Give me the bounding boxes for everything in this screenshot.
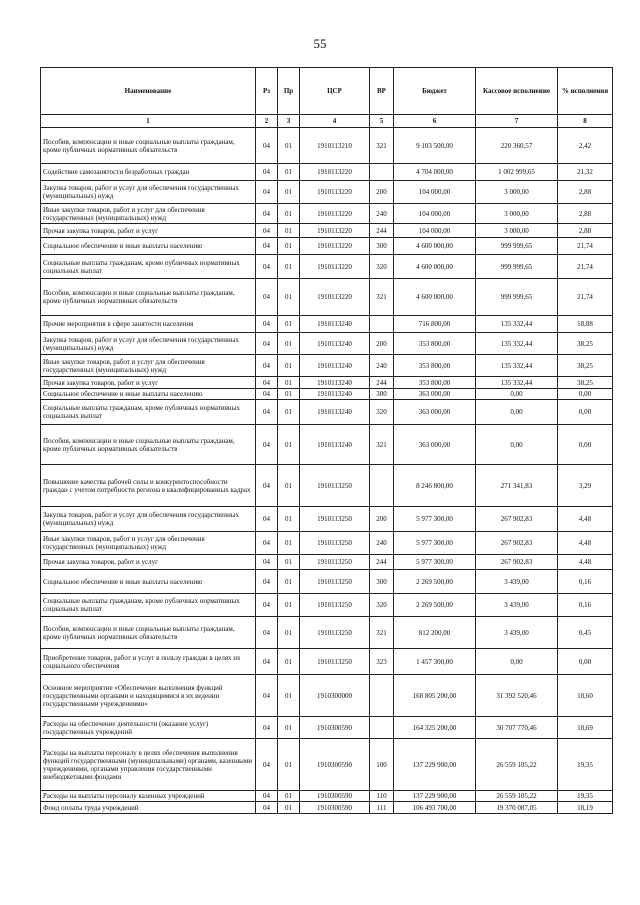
cell-pr: 01 xyxy=(278,532,300,555)
cell-rz: 04 xyxy=(256,128,278,164)
cell-pct: 0,00 xyxy=(558,389,613,400)
cell-budget: 9 103 500,00 xyxy=(394,128,476,164)
col-number: 4 xyxy=(300,115,370,128)
cell-rz: 04 xyxy=(256,425,278,465)
table-row xyxy=(41,739,613,791)
cell-pr: 01 xyxy=(278,791,300,802)
cell-pr: 01 xyxy=(278,617,300,649)
cell-pct: 18,60 xyxy=(558,675,613,717)
cell-rz: 04 xyxy=(256,164,278,181)
cell-csr: 1910113220 xyxy=(300,279,370,316)
cell-vr: 321 xyxy=(370,128,394,164)
cell-budget: 4 600 000,00 xyxy=(394,255,476,279)
table-row xyxy=(41,224,613,238)
cell-pr: 01 xyxy=(278,238,300,255)
cell-pr: 01 xyxy=(278,128,300,164)
cell-vr: 320 xyxy=(370,255,394,279)
cell-vr: 111 xyxy=(370,802,394,814)
cell-vr: 244 xyxy=(370,377,394,389)
cell-cash: 3 439,00 xyxy=(476,594,558,617)
cell-name: Закупка товаров, работ и услуг для обеспечения государственных (муниципальных) нужд xyxy=(41,333,256,355)
cell-budget: 137 229 900,00 xyxy=(394,739,476,791)
cell-budget: 4 600 000,00 xyxy=(394,238,476,255)
cell-cash: 3 439,00 xyxy=(476,617,558,649)
cell-cash: 3 439,00 xyxy=(476,570,558,594)
cell-pct: 0,16 xyxy=(558,594,613,617)
cell-vr: 321 xyxy=(370,279,394,316)
cell-budget: 4 704 000,00 xyxy=(394,164,476,181)
cell-pct: 21,74 xyxy=(558,238,613,255)
cell-name: Пособия, компенсации и иные социальные выплаты гражданам, кроме публичных нормативных обязательств xyxy=(41,425,256,465)
cell-pr: 01 xyxy=(278,717,300,739)
cell-cash: 30 707 770,46 xyxy=(476,717,558,739)
cell-vr: 321 xyxy=(370,617,394,649)
cell-pr: 01 xyxy=(278,507,300,532)
table-row xyxy=(41,377,613,389)
cell-pr: 01 xyxy=(278,425,300,465)
cell-pct: 2,88 xyxy=(558,224,613,238)
cell-pr: 01 xyxy=(278,675,300,717)
cell-pct: 2,88 xyxy=(558,181,613,204)
cell-name: Прочая закупка товаров, работ и услуг xyxy=(41,224,256,238)
cell-rz: 04 xyxy=(256,675,278,717)
table-row xyxy=(41,316,613,333)
table-row xyxy=(41,204,613,224)
cell-rz: 04 xyxy=(256,224,278,238)
table-row xyxy=(41,791,613,802)
cell-pr: 01 xyxy=(278,355,300,377)
cell-cash: 1 002 999,65 xyxy=(476,164,558,181)
cell-pr: 01 xyxy=(278,204,300,224)
cell-csr: 1910300590 xyxy=(300,717,370,739)
cell-pr: 01 xyxy=(278,377,300,389)
cell-budget: 2 269 500,00 xyxy=(394,570,476,594)
cell-rz: 04 xyxy=(256,532,278,555)
table-row xyxy=(41,555,613,570)
table-row xyxy=(41,532,613,555)
cell-budget: 104 000,00 xyxy=(394,204,476,224)
cell-pr: 01 xyxy=(278,465,300,507)
cell-vr xyxy=(370,316,394,333)
cell-pct: 4,48 xyxy=(558,532,613,555)
cell-cash: 267 902,83 xyxy=(476,507,558,532)
cell-rz: 04 xyxy=(256,255,278,279)
cell-budget: 716 800,00 xyxy=(394,316,476,333)
cell-budget: 353 800,00 xyxy=(394,355,476,377)
cell-name: Социальное обеспечение и иные выплаты населению xyxy=(41,570,256,594)
cell-name: Приобретение товаров, работ и услуг в пользу граждан в целях их социального обеспечения xyxy=(41,649,256,675)
cell-budget: 104 000,00 xyxy=(394,181,476,204)
col-header-budget: Бюджет xyxy=(394,68,476,115)
cell-pr: 01 xyxy=(278,649,300,675)
cell-cash: 19 370 087,05 xyxy=(476,802,558,814)
table-row xyxy=(41,400,613,425)
col-number: 3 xyxy=(278,115,300,128)
cell-cash: 135 332,44 xyxy=(476,355,558,377)
table-header-row xyxy=(41,68,613,115)
col-header-name: Наименование xyxy=(41,68,256,115)
cell-vr: 200 xyxy=(370,507,394,532)
cell-rz: 04 xyxy=(256,739,278,791)
cell-rz: 04 xyxy=(256,791,278,802)
col-header-pct: % исполнения xyxy=(558,68,613,115)
cell-name: Пособия, компенсации и иные социальные выплаты гражданам, кроме публичных нормативных обязательств xyxy=(41,617,256,649)
cell-cash: 3 000,00 xyxy=(476,224,558,238)
cell-rz: 04 xyxy=(256,389,278,400)
cell-vr: 110 xyxy=(370,791,394,802)
cell-pr: 01 xyxy=(278,400,300,425)
cell-pr: 01 xyxy=(278,739,300,791)
cell-pct: 18,69 xyxy=(558,717,613,739)
cell-csr: 1910113240 xyxy=(300,316,370,333)
cell-name: Пособия, компенсации и иные социальные выплаты гражданам, кроме публичных нормативных обязательств xyxy=(41,279,256,316)
table-row xyxy=(41,507,613,532)
cell-csr: 1910300590 xyxy=(300,739,370,791)
table-row xyxy=(41,802,613,814)
cell-pr: 01 xyxy=(278,802,300,814)
cell-csr: 1910113250 xyxy=(300,617,370,649)
col-number: 2 xyxy=(256,115,278,128)
cell-csr: 1910113220 xyxy=(300,181,370,204)
cell-vr xyxy=(370,717,394,739)
col-header-vr: ВР xyxy=(370,68,394,115)
cell-pct: 38,25 xyxy=(558,377,613,389)
cell-pr: 01 xyxy=(278,164,300,181)
cell-name: Фонд оплаты труда учреждений xyxy=(41,802,256,814)
cell-budget: 2 269 500,00 xyxy=(394,594,476,617)
cell-name: Расходы на выплаты персоналу в целях обеспечения выполнения функций государственными (муниципальными) органами, казенными учреждениями, органами управления государственными внебюджетными фондами xyxy=(41,739,256,791)
cell-vr: 300 xyxy=(370,238,394,255)
cell-name: Повышение качества рабочей силы и конкурентоспособности граждан с учетом потребности региона в квалифицированных кадрах xyxy=(41,465,256,507)
cell-csr: 1910113250 xyxy=(300,570,370,594)
cell-rz: 04 xyxy=(256,204,278,224)
cell-pct: 0,00 xyxy=(558,425,613,465)
cell-pr: 01 xyxy=(278,555,300,570)
cell-cash: 3 000,00 xyxy=(476,181,558,204)
cell-name: Пособия, компенсации и иные социальные выплаты гражданам, кроме публичных нормативных обязательств xyxy=(41,128,256,164)
cell-budget: 5 977 300,00 xyxy=(394,555,476,570)
cell-name: Социальные выплаты гражданам, кроме публичных нормативных социальных выплат xyxy=(41,594,256,617)
cell-pct: 0,16 xyxy=(558,570,613,594)
cell-rz: 04 xyxy=(256,238,278,255)
cell-budget: 5 977 300,00 xyxy=(394,532,476,555)
page-number: 55 xyxy=(313,36,327,51)
cell-csr: 1910113240 xyxy=(300,355,370,377)
col-header-rz: Рз xyxy=(256,68,278,115)
cell-pct: 4,48 xyxy=(558,507,613,532)
cell-csr: 1910113240 xyxy=(300,400,370,425)
cell-budget: 104 000,00 xyxy=(394,224,476,238)
cell-cash: 999 999,65 xyxy=(476,279,558,316)
cell-pct: 19,35 xyxy=(558,739,613,791)
cell-pr: 01 xyxy=(278,570,300,594)
cell-vr: 244 xyxy=(370,555,394,570)
cell-pct: 21,74 xyxy=(558,279,613,316)
cell-name: Закупка товаров, работ и услуг для обеспечения государственных (муниципальных) нужд xyxy=(41,181,256,204)
cell-csr: 1910113210 xyxy=(300,128,370,164)
cell-cash: 271 341,83 xyxy=(476,465,558,507)
table-row xyxy=(41,128,613,164)
col-number: 6 xyxy=(394,115,476,128)
cell-name: Расходы на обеспечение деятельности (оказание услуг) государственных учреждений xyxy=(41,717,256,739)
cell-csr: 1910113250 xyxy=(300,507,370,532)
cell-vr: 320 xyxy=(370,594,394,617)
table-row xyxy=(41,181,613,204)
cell-budget: 353 800,00 xyxy=(394,333,476,355)
cell-csr: 1910113220 xyxy=(300,238,370,255)
cell-pct: 2,88 xyxy=(558,204,613,224)
cell-name: Прочие мероприятия в сфере занятости населения xyxy=(41,316,256,333)
cell-pct: 21,74 xyxy=(558,255,613,279)
cell-rz: 04 xyxy=(256,617,278,649)
cell-pct: 18,19 xyxy=(558,802,613,814)
cell-csr: 1910113250 xyxy=(300,594,370,617)
cell-rz: 04 xyxy=(256,802,278,814)
col-number: 7 xyxy=(476,115,558,128)
cell-rz: 04 xyxy=(256,465,278,507)
cell-csr: 1910300590 xyxy=(300,791,370,802)
table-row xyxy=(41,355,613,377)
cell-pr: 01 xyxy=(278,333,300,355)
col-number: 5 xyxy=(370,115,394,128)
cell-name: Содействие самозанятости безработных граждан xyxy=(41,164,256,181)
cell-rz: 04 xyxy=(256,316,278,333)
cell-rz: 04 xyxy=(256,570,278,594)
table-row xyxy=(41,617,613,649)
cell-vr: 320 xyxy=(370,400,394,425)
cell-vr xyxy=(370,465,394,507)
cell-csr: 1910113220 xyxy=(300,164,370,181)
cell-pct: 4,48 xyxy=(558,555,613,570)
cell-pct: 21,32 xyxy=(558,164,613,181)
cell-cash: 267 902,83 xyxy=(476,555,558,570)
cell-rz: 04 xyxy=(256,507,278,532)
cell-rz: 04 xyxy=(256,649,278,675)
cell-csr: 1910300000 xyxy=(300,675,370,717)
cell-rz: 04 xyxy=(256,555,278,570)
cell-cash: 26 559 105,22 xyxy=(476,739,558,791)
cell-budget: 4 600 000,00 xyxy=(394,279,476,316)
table-row xyxy=(41,649,613,675)
cell-vr: 323 xyxy=(370,649,394,675)
table-row xyxy=(41,255,613,279)
cell-cash: 0,00 xyxy=(476,425,558,465)
cell-csr: 1910113240 xyxy=(300,333,370,355)
cell-csr: 1910300590 xyxy=(300,802,370,814)
column-number-row xyxy=(41,115,613,128)
cell-pct: 38,25 xyxy=(558,355,613,377)
cell-pct: 3,29 xyxy=(558,465,613,507)
cell-cash: 135 332,44 xyxy=(476,377,558,389)
cell-rz: 04 xyxy=(256,377,278,389)
cell-pct: 0,45 xyxy=(558,617,613,649)
col-header-pr: Пр xyxy=(278,68,300,115)
cell-vr xyxy=(370,164,394,181)
cell-cash: 3 000,00 xyxy=(476,204,558,224)
cell-pct: 0,00 xyxy=(558,649,613,675)
cell-csr: 1910113220 xyxy=(300,224,370,238)
col-number: 8 xyxy=(558,115,613,128)
cell-cash: 0,00 xyxy=(476,389,558,400)
cell-budget: 363 000,00 xyxy=(394,389,476,400)
cell-name: Социальные выплаты гражданам, кроме публичных нормативных социальных выплат xyxy=(41,400,256,425)
cell-name: Социальное обеспечение и иные выплаты населению xyxy=(41,238,256,255)
cell-pr: 01 xyxy=(278,255,300,279)
cell-vr: 321 xyxy=(370,425,394,465)
cell-budget: 137 229 900,00 xyxy=(394,791,476,802)
cell-budget: 1 457 300,00 xyxy=(394,649,476,675)
col-header-cash: Кассовое исполнение xyxy=(476,68,558,115)
cell-vr: 100 xyxy=(370,739,394,791)
cell-pr: 01 xyxy=(278,316,300,333)
table-row xyxy=(41,333,613,355)
table-row xyxy=(41,425,613,465)
table-row xyxy=(41,717,613,739)
cell-csr: 1910113220 xyxy=(300,204,370,224)
cell-pr: 01 xyxy=(278,279,300,316)
cell-pr: 01 xyxy=(278,181,300,204)
cell-cash: 31 392 520,46 xyxy=(476,675,558,717)
cell-vr: 244 xyxy=(370,224,394,238)
table-row xyxy=(41,279,613,316)
cell-pct: 38,25 xyxy=(558,333,613,355)
cell-pct: 2,42 xyxy=(558,128,613,164)
cell-budget: 106 493 700,00 xyxy=(394,802,476,814)
table-row xyxy=(41,594,613,617)
col-header-csr: ЦСР xyxy=(300,68,370,115)
cell-budget: 363 000,00 xyxy=(394,400,476,425)
cell-budget: 812 200,00 xyxy=(394,617,476,649)
cell-vr: 200 xyxy=(370,181,394,204)
cell-cash: 0,00 xyxy=(476,649,558,675)
cell-name: Расходы на выплаты персоналу казенных учреждений xyxy=(41,791,256,802)
cell-cash: 999 999,65 xyxy=(476,255,558,279)
cell-rz: 04 xyxy=(256,355,278,377)
cell-vr: 240 xyxy=(370,204,394,224)
cell-name: Закупка товаров, работ и услуг для обеспечения государственных (муниципальных) нужд xyxy=(41,507,256,532)
cell-pr: 01 xyxy=(278,389,300,400)
cell-vr: 200 xyxy=(370,333,394,355)
cell-cash: 220 360,57 xyxy=(476,128,558,164)
cell-budget: 8 246 800,00 xyxy=(394,465,476,507)
cell-budget: 353 800,00 xyxy=(394,377,476,389)
cell-budget: 5 977 300,00 xyxy=(394,507,476,532)
cell-csr: 1910113250 xyxy=(300,649,370,675)
cell-cash: 135 332,44 xyxy=(476,316,558,333)
cell-rz: 04 xyxy=(256,279,278,316)
cell-name: Прочая закупка товаров, работ и услуг xyxy=(41,555,256,570)
table-row xyxy=(41,675,613,717)
cell-rz: 04 xyxy=(256,181,278,204)
budget-execution-table xyxy=(40,67,613,814)
cell-budget: 363 000,00 xyxy=(394,425,476,465)
cell-csr: 1910113250 xyxy=(300,555,370,570)
cell-rz: 04 xyxy=(256,717,278,739)
table-row xyxy=(41,465,613,507)
cell-name: Основное мероприятие «Обеспечение выполнения функций государственными органами и находящимися в их ведении государственными учреждениями» xyxy=(41,675,256,717)
table-row xyxy=(41,164,613,181)
cell-vr xyxy=(370,675,394,717)
cell-pr: 01 xyxy=(278,224,300,238)
cell-csr: 1910113250 xyxy=(300,465,370,507)
table-row xyxy=(41,389,613,400)
cell-pr: 01 xyxy=(278,594,300,617)
cell-cash: 267 902,83 xyxy=(476,532,558,555)
table-row xyxy=(41,238,613,255)
table-row xyxy=(41,570,613,594)
cell-csr: 1910113220 xyxy=(300,255,370,279)
cell-csr: 1910113240 xyxy=(300,425,370,465)
cell-csr: 1910113240 xyxy=(300,377,370,389)
cell-budget: 164 325 200,00 xyxy=(394,717,476,739)
cell-name: Социальные выплаты гражданам, кроме публичных нормативных социальных выплат xyxy=(41,255,256,279)
cell-cash: 26 559 105,22 xyxy=(476,791,558,802)
cell-pct: 19,35 xyxy=(558,791,613,802)
cell-csr: 1910113240 xyxy=(300,389,370,400)
cell-vr: 300 xyxy=(370,389,394,400)
cell-name: Иные закупки товаров, работ и услуг для обеспечения государственных (муниципальных) нужд xyxy=(41,532,256,555)
cell-cash: 135 332,44 xyxy=(476,333,558,355)
cell-rz: 04 xyxy=(256,400,278,425)
cell-pct: 18,88 xyxy=(558,316,613,333)
cell-name: Иные закупки товаров, работ и услуг для обеспечения государственных (муниципальных) нужд xyxy=(41,355,256,377)
cell-pct: 0,00 xyxy=(558,400,613,425)
cell-vr: 240 xyxy=(370,355,394,377)
cell-cash: 999 999,65 xyxy=(476,238,558,255)
cell-vr: 240 xyxy=(370,532,394,555)
cell-name: Социальное обеспечение и иные выплаты населению xyxy=(41,389,256,400)
col-number: 1 xyxy=(41,115,256,128)
cell-cash: 0,00 xyxy=(476,400,558,425)
cell-rz: 04 xyxy=(256,333,278,355)
cell-rz: 04 xyxy=(256,594,278,617)
cell-vr: 300 xyxy=(370,570,394,594)
cell-name: Прочая закупка товаров, работ и услуг xyxy=(41,377,256,389)
cell-name: Иные закупки товаров, работ и услуг для обеспечения государственных (муниципальных) нужд xyxy=(41,204,256,224)
cell-csr: 1910113250 xyxy=(300,532,370,555)
cell-budget: 168 805 200,00 xyxy=(394,675,476,717)
